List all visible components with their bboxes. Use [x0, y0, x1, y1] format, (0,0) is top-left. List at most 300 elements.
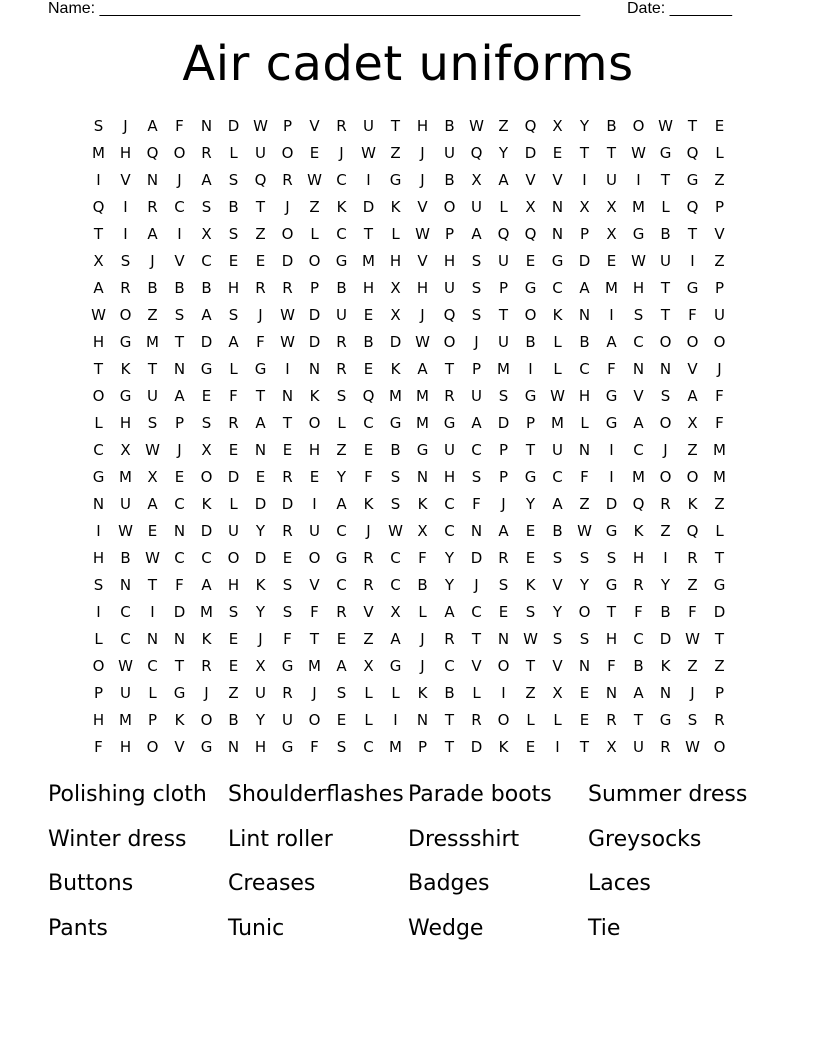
grid-cell[interactable]: G: [200, 360, 213, 378]
grid-cell[interactable]: E: [201, 387, 212, 405]
grid-cell[interactable]: B: [363, 333, 374, 351]
grid-cell[interactable]: R: [201, 144, 212, 162]
grid-cell[interactable]: B: [444, 684, 455, 702]
grid-cell[interactable]: J: [420, 630, 425, 648]
grid-cell[interactable]: Z: [687, 441, 698, 459]
grid-cell[interactable]: I: [609, 306, 614, 324]
grid-cell[interactable]: L: [661, 198, 670, 216]
grid-cell[interactable]: G: [605, 576, 618, 594]
grid-cell[interactable]: M: [713, 441, 726, 459]
grid-cell[interactable]: X: [606, 198, 617, 216]
grid-cell[interactable]: Q: [254, 171, 267, 189]
grid-cell[interactable]: S: [471, 279, 482, 297]
grid-cell[interactable]: C: [579, 360, 590, 378]
grid-cell[interactable]: N: [659, 360, 672, 378]
grid-cell[interactable]: G: [119, 333, 132, 351]
grid-cell[interactable]: T: [660, 306, 671, 324]
grid-cell[interactable]: M: [119, 711, 132, 729]
grid-cell[interactable]: H: [362, 279, 375, 297]
grid-cell[interactable]: T: [174, 657, 185, 675]
grid-cell[interactable]: G: [389, 657, 402, 675]
grid-cell[interactable]: W: [253, 117, 268, 135]
grid-cell[interactable]: F: [607, 657, 616, 675]
grid-cell[interactable]: Z: [687, 657, 698, 675]
grid-cell[interactable]: N: [119, 576, 132, 594]
grid-cell[interactable]: S: [228, 306, 239, 324]
grid-cell[interactable]: L: [526, 711, 535, 729]
grid-cell[interactable]: G: [686, 279, 699, 297]
grid-cell[interactable]: O: [659, 333, 672, 351]
grid-cell[interactable]: K: [255, 576, 266, 594]
grid-cell[interactable]: C: [336, 171, 347, 189]
grid-cell[interactable]: D: [308, 306, 321, 324]
grid-cell[interactable]: A: [228, 333, 239, 351]
grid-cell[interactable]: B: [336, 279, 347, 297]
grid-cell[interactable]: Y: [255, 711, 266, 729]
grid-cell[interactable]: T: [525, 441, 536, 459]
grid-cell[interactable]: M: [308, 657, 321, 675]
grid-cell[interactable]: R: [228, 414, 239, 432]
grid-cell[interactable]: U: [714, 306, 725, 324]
grid-cell[interactable]: P: [417, 738, 428, 756]
grid-cell[interactable]: X: [120, 441, 131, 459]
grid-cell[interactable]: I: [96, 522, 101, 540]
grid-cell[interactable]: G: [335, 549, 348, 567]
grid-cell[interactable]: H: [227, 279, 240, 297]
grid-cell[interactable]: G: [119, 387, 132, 405]
grid-cell[interactable]: Z: [498, 117, 509, 135]
grid-cell[interactable]: R: [714, 711, 725, 729]
grid-cell[interactable]: T: [714, 630, 725, 648]
grid-cell[interactable]: F: [229, 387, 238, 405]
grid-cell[interactable]: P: [93, 684, 104, 702]
grid-cell[interactable]: W: [577, 522, 592, 540]
grid-cell[interactable]: U: [309, 522, 320, 540]
grid-cell[interactable]: L: [580, 414, 589, 432]
grid-cell[interactable]: O: [686, 468, 699, 486]
grid-cell[interactable]: O: [308, 549, 321, 567]
grid-cell[interactable]: T: [444, 360, 455, 378]
grid-cell[interactable]: L: [499, 198, 508, 216]
grid-cell[interactable]: F: [310, 603, 319, 621]
grid-cell[interactable]: N: [173, 630, 186, 648]
grid-cell[interactable]: X: [363, 657, 374, 675]
grid-cell[interactable]: E: [579, 684, 590, 702]
grid-cell[interactable]: I: [312, 495, 317, 513]
grid-cell[interactable]: C: [390, 549, 401, 567]
grid-cell[interactable]: E: [525, 522, 536, 540]
grid-cell[interactable]: I: [177, 225, 182, 243]
grid-cell[interactable]: C: [363, 738, 374, 756]
grid-cell[interactable]: A: [336, 495, 347, 513]
grid-cell[interactable]: E: [336, 711, 347, 729]
grid-cell[interactable]: I: [150, 603, 155, 621]
grid-cell[interactable]: V: [552, 657, 563, 675]
grid-cell[interactable]: L: [391, 684, 400, 702]
grid-cell[interactable]: J: [204, 684, 209, 702]
grid-cell[interactable]: U: [255, 684, 266, 702]
grid-cell[interactable]: S: [498, 576, 509, 594]
grid-cell[interactable]: Q: [146, 144, 159, 162]
grid-cell[interactable]: C: [444, 495, 455, 513]
grid-cell[interactable]: O: [92, 387, 105, 405]
grid-cell[interactable]: S: [174, 306, 185, 324]
grid-cell[interactable]: A: [579, 279, 590, 297]
grid-cell[interactable]: B: [228, 198, 239, 216]
grid-cell[interactable]: L: [391, 225, 400, 243]
grid-cell[interactable]: O: [92, 657, 105, 675]
grid-cell[interactable]: W: [415, 225, 430, 243]
grid-cell[interactable]: R: [498, 549, 509, 567]
grid-cell[interactable]: Z: [255, 225, 266, 243]
grid-cell[interactable]: S: [390, 468, 401, 486]
grid-cell[interactable]: D: [254, 549, 267, 567]
grid-cell[interactable]: V: [309, 576, 320, 594]
grid-cell[interactable]: C: [174, 495, 185, 513]
grid-cell[interactable]: C: [471, 603, 482, 621]
grid-cell[interactable]: H: [443, 468, 456, 486]
grid-cell[interactable]: H: [578, 387, 591, 405]
grid-cell[interactable]: A: [201, 576, 212, 594]
grid-cell[interactable]: N: [551, 225, 564, 243]
grid-cell[interactable]: T: [714, 549, 725, 567]
grid-cell[interactable]: V: [714, 225, 725, 243]
grid-cell[interactable]: P: [714, 684, 725, 702]
grid-cell[interactable]: V: [120, 171, 131, 189]
grid-cell[interactable]: D: [389, 333, 402, 351]
grid-cell[interactable]: K: [552, 306, 563, 324]
grid-cell[interactable]: G: [632, 225, 645, 243]
grid-cell[interactable]: G: [389, 414, 402, 432]
grid-cell[interactable]: C: [120, 630, 131, 648]
grid-cell[interactable]: T: [255, 387, 266, 405]
grid-cell[interactable]: Q: [470, 144, 483, 162]
grid-cell[interactable]: L: [229, 360, 238, 378]
grid-cell[interactable]: L: [715, 144, 724, 162]
grid-cell[interactable]: O: [308, 414, 321, 432]
grid-cell[interactable]: G: [254, 360, 267, 378]
grid-cell[interactable]: R: [282, 468, 293, 486]
grid-cell[interactable]: T: [498, 306, 509, 324]
grid-cell[interactable]: G: [281, 657, 294, 675]
grid-cell[interactable]: L: [310, 225, 319, 243]
grid-cell[interactable]: M: [200, 603, 213, 621]
grid-cell[interactable]: U: [336, 306, 347, 324]
grid-cell[interactable]: Z: [309, 198, 320, 216]
grid-cell[interactable]: G: [605, 387, 618, 405]
grid-cell[interactable]: W: [388, 522, 403, 540]
grid-cell[interactable]: O: [308, 711, 321, 729]
grid-cell[interactable]: A: [444, 603, 455, 621]
grid-cell[interactable]: U: [471, 198, 482, 216]
grid-cell[interactable]: W: [685, 738, 700, 756]
grid-cell[interactable]: B: [633, 657, 644, 675]
grid-cell[interactable]: H: [416, 117, 429, 135]
grid-cell[interactable]: G: [605, 414, 618, 432]
grid-cell[interactable]: U: [498, 333, 509, 351]
grid-cell[interactable]: P: [471, 360, 482, 378]
grid-cell[interactable]: U: [120, 495, 131, 513]
grid-cell[interactable]: G: [335, 252, 348, 270]
grid-cell[interactable]: V: [525, 171, 536, 189]
grid-cell[interactable]: A: [201, 306, 212, 324]
grid-cell[interactable]: I: [123, 198, 128, 216]
grid-cell[interactable]: Q: [92, 198, 105, 216]
grid-cell[interactable]: T: [633, 711, 644, 729]
grid-cell[interactable]: S: [552, 549, 563, 567]
grid-cell[interactable]: J: [420, 657, 425, 675]
grid-cell[interactable]: E: [552, 144, 563, 162]
grid-cell[interactable]: D: [254, 495, 267, 513]
grid-cell[interactable]: W: [145, 549, 160, 567]
grid-cell[interactable]: W: [469, 117, 484, 135]
grid-cell[interactable]: Q: [362, 387, 375, 405]
grid-cell[interactable]: O: [659, 468, 672, 486]
grid-cell[interactable]: J: [339, 144, 344, 162]
grid-cell[interactable]: B: [552, 522, 563, 540]
grid-cell[interactable]: S: [201, 414, 212, 432]
grid-cell[interactable]: Y: [579, 117, 590, 135]
grid-cell[interactable]: A: [147, 495, 158, 513]
grid-cell[interactable]: W: [118, 657, 133, 675]
grid-cell[interactable]: O: [497, 657, 510, 675]
grid-cell[interactable]: C: [93, 441, 104, 459]
grid-cell[interactable]: Z: [579, 495, 590, 513]
grid-cell[interactable]: H: [389, 252, 402, 270]
grid-cell[interactable]: L: [94, 630, 103, 648]
grid-cell[interactable]: E: [579, 711, 590, 729]
grid-cell[interactable]: N: [92, 495, 105, 513]
grid-cell[interactable]: I: [609, 468, 614, 486]
grid-cell[interactable]: V: [309, 117, 320, 135]
grid-cell[interactable]: K: [174, 711, 185, 729]
grid-cell[interactable]: M: [497, 360, 510, 378]
grid-cell[interactable]: W: [118, 522, 133, 540]
grid-cell[interactable]: L: [364, 711, 373, 729]
grid-cell[interactable]: E: [363, 306, 374, 324]
grid-cell[interactable]: G: [551, 252, 564, 270]
grid-cell[interactable]: F: [688, 603, 697, 621]
grid-cell[interactable]: T: [363, 225, 374, 243]
grid-cell[interactable]: R: [282, 279, 293, 297]
grid-cell[interactable]: G: [389, 171, 402, 189]
grid-cell[interactable]: M: [92, 144, 105, 162]
grid-cell[interactable]: N: [227, 738, 240, 756]
grid-cell[interactable]: T: [444, 738, 455, 756]
grid-cell[interactable]: E: [174, 468, 185, 486]
grid-cell[interactable]: H: [92, 333, 105, 351]
grid-cell[interactable]: V: [174, 252, 185, 270]
grid-cell[interactable]: K: [660, 657, 671, 675]
grid-cell[interactable]: F: [364, 468, 373, 486]
grid-cell[interactable]: D: [524, 144, 537, 162]
grid-cell[interactable]: B: [444, 171, 455, 189]
grid-cell[interactable]: B: [660, 603, 671, 621]
grid-cell[interactable]: T: [147, 576, 158, 594]
grid-cell[interactable]: T: [309, 630, 320, 648]
grid-cell[interactable]: S: [228, 603, 239, 621]
grid-cell[interactable]: L: [337, 414, 346, 432]
grid-cell[interactable]: I: [609, 441, 614, 459]
grid-cell[interactable]: Q: [524, 117, 537, 135]
grid-cell[interactable]: R: [444, 630, 455, 648]
grid-cell[interactable]: R: [147, 198, 158, 216]
grid-cell[interactable]: B: [444, 117, 455, 135]
grid-cell[interactable]: E: [228, 252, 239, 270]
grid-cell[interactable]: N: [173, 360, 186, 378]
grid-cell[interactable]: E: [282, 441, 293, 459]
grid-cell[interactable]: C: [336, 576, 347, 594]
grid-cell[interactable]: N: [308, 360, 321, 378]
grid-cell[interactable]: T: [660, 279, 671, 297]
grid-cell[interactable]: J: [420, 144, 425, 162]
grid-cell[interactable]: U: [120, 684, 131, 702]
grid-cell[interactable]: V: [552, 576, 563, 594]
grid-cell[interactable]: D: [713, 603, 726, 621]
grid-cell[interactable]: M: [146, 333, 159, 351]
grid-cell[interactable]: F: [175, 576, 184, 594]
grid-cell[interactable]: K: [336, 198, 347, 216]
grid-cell[interactable]: R: [336, 117, 347, 135]
grid-cell[interactable]: Y: [444, 576, 455, 594]
grid-cell[interactable]: P: [498, 441, 509, 459]
grid-cell[interactable]: L: [148, 684, 157, 702]
grid-cell[interactable]: U: [147, 387, 158, 405]
grid-cell[interactable]: I: [96, 171, 101, 189]
grid-cell[interactable]: O: [443, 333, 456, 351]
grid-cell[interactable]: Y: [498, 144, 509, 162]
grid-cell[interactable]: S: [579, 549, 590, 567]
grid-cell[interactable]: M: [119, 468, 132, 486]
grid-cell[interactable]: X: [93, 252, 104, 270]
grid-cell[interactable]: K: [363, 495, 374, 513]
grid-cell[interactable]: D: [362, 198, 375, 216]
grid-cell[interactable]: G: [524, 279, 537, 297]
grid-cell[interactable]: Z: [714, 171, 725, 189]
grid-cell[interactable]: R: [660, 495, 671, 513]
grid-cell[interactable]: K: [687, 495, 698, 513]
grid-cell[interactable]: J: [150, 252, 155, 270]
grid-cell[interactable]: N: [497, 630, 510, 648]
grid-cell[interactable]: O: [119, 306, 132, 324]
grid-cell[interactable]: Y: [552, 603, 563, 621]
grid-cell[interactable]: G: [281, 738, 294, 756]
grid-cell[interactable]: U: [363, 117, 374, 135]
grid-cell[interactable]: A: [417, 360, 428, 378]
grid-cell[interactable]: U: [552, 441, 563, 459]
grid-cell[interactable]: D: [470, 738, 483, 756]
grid-cell[interactable]: Z: [363, 630, 374, 648]
grid-cell[interactable]: D: [659, 630, 672, 648]
grid-cell[interactable]: A: [552, 495, 563, 513]
grid-cell[interactable]: T: [390, 117, 401, 135]
grid-cell[interactable]: E: [309, 468, 320, 486]
grid-cell[interactable]: O: [659, 414, 672, 432]
grid-cell[interactable]: Y: [444, 549, 455, 567]
grid-cell[interactable]: C: [147, 657, 158, 675]
grid-cell[interactable]: Q: [686, 144, 699, 162]
grid-cell[interactable]: K: [309, 387, 320, 405]
grid-cell[interactable]: F: [94, 738, 103, 756]
grid-cell[interactable]: V: [687, 360, 698, 378]
grid-cell[interactable]: G: [416, 441, 429, 459]
grid-cell[interactable]: S: [282, 603, 293, 621]
grid-cell[interactable]: B: [201, 279, 212, 297]
grid-cell[interactable]: I: [393, 711, 398, 729]
grid-cell[interactable]: V: [633, 387, 644, 405]
grid-cell[interactable]: F: [607, 360, 616, 378]
grid-cell[interactable]: D: [173, 603, 186, 621]
grid-cell[interactable]: W: [280, 333, 295, 351]
grid-cell[interactable]: J: [258, 306, 263, 324]
grid-cell[interactable]: S: [471, 252, 482, 270]
grid-cell[interactable]: H: [605, 630, 618, 648]
grid-cell[interactable]: N: [200, 117, 213, 135]
grid-cell[interactable]: E: [714, 117, 725, 135]
grid-cell[interactable]: X: [255, 657, 266, 675]
grid-cell[interactable]: Z: [714, 657, 725, 675]
grid-cell[interactable]: S: [336, 684, 347, 702]
grid-cell[interactable]: U: [282, 711, 293, 729]
grid-cell[interactable]: Q: [497, 225, 510, 243]
grid-cell[interactable]: A: [498, 522, 509, 540]
grid-cell[interactable]: A: [93, 279, 104, 297]
grid-cell[interactable]: F: [715, 387, 724, 405]
grid-cell[interactable]: R: [363, 549, 374, 567]
grid-cell[interactable]: A: [174, 387, 185, 405]
grid-cell[interactable]: C: [552, 279, 563, 297]
grid-cell[interactable]: R: [336, 333, 347, 351]
grid-cell[interactable]: W: [280, 306, 295, 324]
grid-cell[interactable]: S: [471, 306, 482, 324]
grid-cell[interactable]: R: [336, 360, 347, 378]
grid-cell[interactable]: J: [501, 495, 506, 513]
grid-cell[interactable]: Z: [714, 495, 725, 513]
grid-cell[interactable]: O: [200, 711, 213, 729]
grid-cell[interactable]: S: [525, 603, 536, 621]
grid-cell[interactable]: S: [579, 630, 590, 648]
grid-cell[interactable]: W: [415, 333, 430, 351]
grid-cell[interactable]: U: [660, 252, 671, 270]
grid-cell[interactable]: G: [659, 711, 672, 729]
grid-cell[interactable]: P: [282, 117, 293, 135]
grid-cell[interactable]: A: [336, 657, 347, 675]
grid-cell[interactable]: R: [282, 171, 293, 189]
grid-cell[interactable]: X: [687, 414, 698, 432]
grid-cell[interactable]: J: [285, 198, 290, 216]
grid-cell[interactable]: X: [525, 198, 536, 216]
grid-cell[interactable]: I: [690, 252, 695, 270]
grid-cell[interactable]: N: [281, 387, 294, 405]
grid-cell[interactable]: A: [390, 630, 401, 648]
grid-cell[interactable]: G: [200, 738, 213, 756]
grid-cell[interactable]: P: [498, 468, 509, 486]
grid-cell[interactable]: L: [229, 495, 238, 513]
grid-cell[interactable]: T: [606, 603, 617, 621]
grid-cell[interactable]: J: [717, 360, 722, 378]
grid-cell[interactable]: U: [471, 387, 482, 405]
grid-cell[interactable]: C: [390, 576, 401, 594]
grid-cell[interactable]: X: [606, 738, 617, 756]
grid-cell[interactable]: N: [578, 441, 591, 459]
grid-cell[interactable]: S: [336, 738, 347, 756]
grid-cell[interactable]: E: [282, 549, 293, 567]
grid-cell[interactable]: P: [525, 414, 536, 432]
grid-cell[interactable]: T: [174, 333, 185, 351]
grid-cell[interactable]: J: [177, 441, 182, 459]
grid-cell[interactable]: F: [310, 738, 319, 756]
grid-cell[interactable]: H: [443, 252, 456, 270]
